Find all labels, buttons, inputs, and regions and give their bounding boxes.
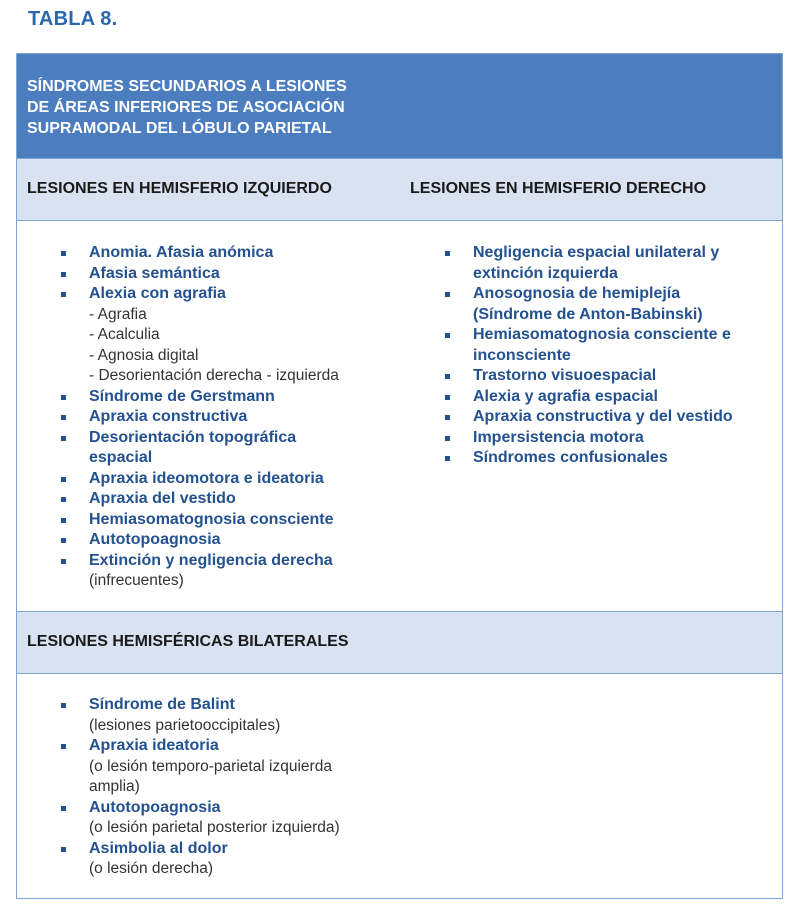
sub-item: - Acalculia — [89, 326, 160, 343]
item-label: Síndromes confusionales — [473, 449, 668, 466]
item-label: Apraxia ideomotora e ideatoria — [89, 469, 324, 487]
bullet-icon — [61, 847, 66, 852]
bilateral-heading-row — [17, 611, 782, 674]
bullet-icon — [445, 415, 450, 420]
bullet-icon — [61, 477, 66, 482]
hemisphere-headings-row — [17, 159, 782, 221]
item-label: Síndrome de Balint — [89, 696, 235, 713]
bullet-icon — [61, 518, 66, 523]
bullet-icon — [445, 333, 450, 338]
item-label: extinción izquierda — [473, 264, 618, 282]
list-item — [473, 366, 773, 387]
bullet-icon — [445, 436, 450, 441]
list-item — [89, 407, 399, 428]
item-label: Apraxia constructiva — [89, 408, 248, 425]
bullet-icon — [445, 251, 450, 256]
item-note: (o lesión derecha) — [89, 860, 214, 877]
list-item — [89, 736, 419, 798]
bullet-icon — [445, 395, 450, 400]
header-line: SÍNDROMES SECUNDARIOS A LESIONES — [27, 78, 347, 95]
list-item — [89, 530, 399, 551]
right-hemisphere-list — [473, 243, 773, 469]
table-header — [17, 54, 782, 159]
list-item — [89, 551, 399, 592]
bullet-icon — [61, 272, 66, 277]
header-line: SUPRAMODAL DEL LÓBULO PARIETAL — [27, 120, 332, 137]
bullet-icon — [61, 559, 66, 564]
list-item — [89, 798, 419, 839]
bullet-icon — [61, 436, 66, 441]
bullet-icon — [61, 703, 66, 708]
list-item — [473, 448, 773, 469]
sub-item: - Agrafia — [89, 305, 147, 323]
bilateral-heading: LESIONES HEMISFÉRICAS BILATERALES — [27, 633, 349, 650]
item-label: Autotopoagnosia — [89, 798, 221, 816]
bullet-icon — [61, 538, 66, 543]
item-label: inconsciente — [473, 346, 571, 364]
item-note: (o lesión temporo-parietal izquierda — [89, 757, 332, 775]
list-item — [89, 387, 399, 408]
list-item — [89, 284, 399, 387]
bullet-icon — [61, 744, 66, 749]
left-hemisphere-list — [89, 243, 399, 592]
sub-item: - Desorientación derecha - izquierda — [89, 367, 339, 384]
right-hemisphere-heading: LESIONES EN HEMISFERIO DERECHO — [410, 180, 707, 197]
item-note: (infrecuentes) — [89, 572, 184, 589]
item-label: Alexia y agrafia espacial — [473, 387, 658, 405]
bullet-icon — [445, 456, 450, 461]
item-label: Autotopoagnosia — [89, 531, 221, 548]
item-label: Apraxia ideatoria — [89, 737, 219, 754]
item-label: Asimbolia al dolor — [89, 839, 228, 857]
list-item — [89, 264, 399, 285]
list-item — [89, 469, 399, 490]
item-label: Síndrome de Gerstmann — [89, 387, 275, 405]
item-label: (Síndrome de Anton-Babinski) — [473, 305, 703, 323]
list-item — [473, 387, 773, 408]
table-header-title — [27, 76, 407, 139]
list-item — [89, 839, 419, 880]
item-label: Extinción y negligencia derecha — [89, 551, 333, 569]
item-label: Hemiasomatognosia consciente — [89, 510, 334, 528]
item-note: amplia) — [89, 778, 140, 795]
item-label: Trastorno visuoespacial — [473, 367, 657, 384]
item-label: Anomia. Afasia anómica — [89, 244, 274, 261]
item-note: (o lesión parietal posterior izquierda) — [89, 819, 340, 836]
list-item — [89, 428, 399, 469]
list-item — [473, 428, 773, 449]
item-label: Impersistencia motora — [473, 428, 644, 446]
list-item — [89, 243, 399, 264]
item-label: Negligencia espacial unilateral y — [473, 244, 720, 261]
bullet-icon — [61, 251, 66, 256]
sub-item: - Agnosia digital — [89, 346, 199, 364]
item-label: Anosognosia de hemiplejía — [473, 285, 681, 302]
bullet-icon — [445, 292, 450, 297]
item-label: Apraxia del vestido — [89, 490, 236, 507]
bilateral-list — [89, 695, 419, 880]
list-item — [473, 407, 773, 428]
list-item — [89, 695, 419, 736]
list-item — [473, 325, 773, 366]
left-hemisphere-heading: LESIONES EN HEMISFERIO IZQUIERDO — [27, 180, 332, 197]
item-label: Alexia con agrafia — [89, 285, 226, 302]
bullet-icon — [61, 415, 66, 420]
item-label: Hemiasomatognosia consciente e — [473, 326, 731, 343]
item-label: Desorientación topográfica — [89, 428, 297, 446]
list-item — [473, 284, 773, 325]
bullet-icon — [61, 395, 66, 400]
header-line: DE ÁREAS INFERIORES DE ASOCIACIÓN — [27, 99, 345, 116]
list-item — [89, 489, 399, 510]
bullet-icon — [61, 497, 66, 502]
item-label: Afasia semántica — [89, 264, 220, 282]
bullet-icon — [61, 292, 66, 297]
list-item — [473, 243, 773, 284]
item-label: Apraxia constructiva y del vestido — [473, 408, 733, 425]
bullet-icon — [445, 374, 450, 379]
table-title: TABLA 8. — [28, 8, 118, 30]
bullet-icon — [61, 806, 66, 811]
item-label: espacial — [89, 449, 153, 466]
item-note: (lesiones parietooccipitales) — [89, 716, 281, 734]
list-item — [89, 510, 399, 531]
syndromes-table — [16, 53, 783, 899]
